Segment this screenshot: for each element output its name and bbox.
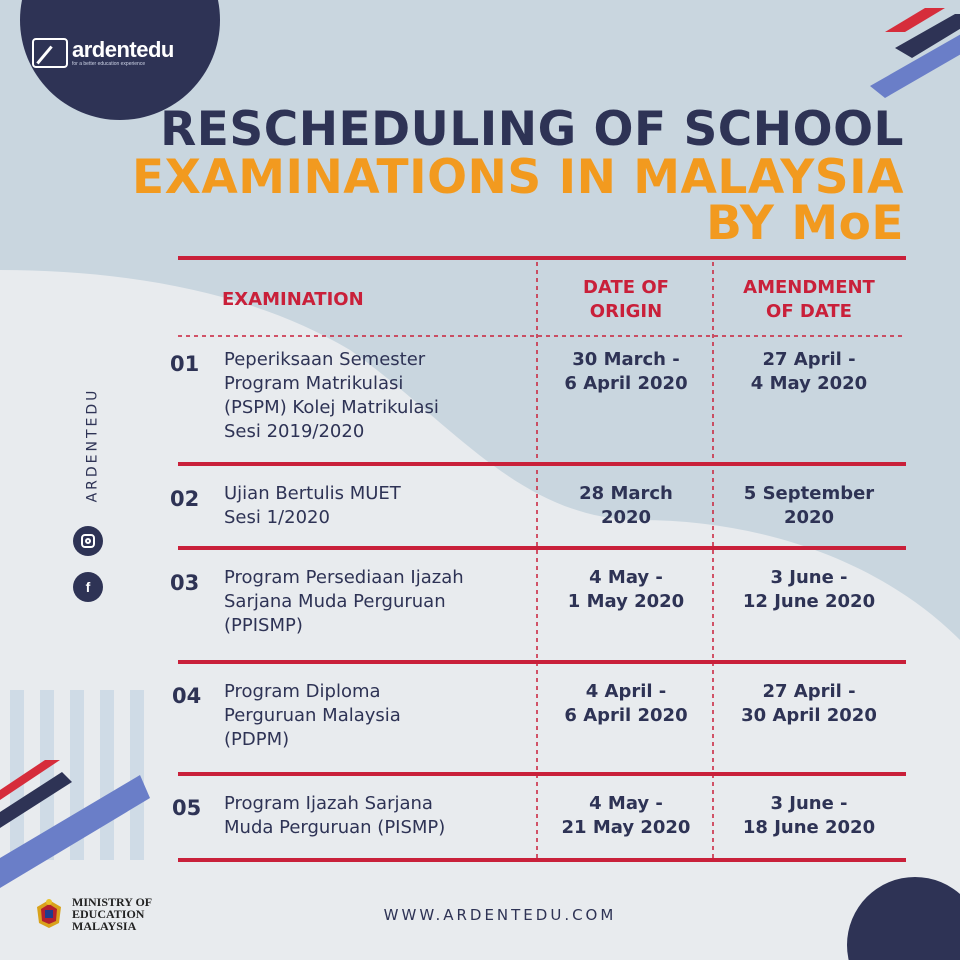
ministry-line1: MINISTRY OF <box>72 895 153 909</box>
facebook-button[interactable] <box>73 572 103 602</box>
exam-line: Ujian Bertulis MUET <box>224 483 401 504</box>
exam-line: (PSPM) Kolej Matrikulasi <box>224 397 439 418</box>
origin-date <box>540 348 712 396</box>
row-number: 04 <box>172 684 202 708</box>
exam-name <box>224 348 439 444</box>
exam-line: Peperiksaan Semester <box>224 349 426 370</box>
exam-line: Sesi 2019/2020 <box>224 421 365 442</box>
date-line: 1 May 2020 <box>567 591 685 612</box>
date-line: 18 June 2020 <box>742 817 876 838</box>
date-line: 4 May - <box>589 793 663 814</box>
exam-name <box>224 566 464 638</box>
date-line: 28 March <box>579 483 673 504</box>
date-line: 3 June - <box>770 567 848 588</box>
date-line: 2020 <box>783 507 835 528</box>
exam-name <box>224 792 445 840</box>
title-line-1: RESCHEDULING OF SCHOOL <box>160 102 904 157</box>
pencil-icon <box>32 38 68 68</box>
date-line: 5 September <box>743 483 875 504</box>
date-line: 30 March - <box>572 349 680 370</box>
exam-line: Program Ijazah Sarjana <box>224 793 433 814</box>
exam-line: Program Persediaan Ijazah <box>224 567 464 588</box>
header-origin-line2: ORIGIN <box>589 301 663 322</box>
exam-line: Sarjana Muda Perguruan <box>224 591 446 612</box>
logo-tagline: for a better education experience <box>72 61 146 67</box>
facebook-icon: f <box>85 579 91 595</box>
side-brand-text <box>80 385 104 505</box>
instagram-icon <box>81 534 95 548</box>
date-line: 21 May 2020 <box>561 817 691 838</box>
date-line: 6 April 2020 <box>564 705 688 726</box>
website-url[interactable]: WWW.ARDENTEDU.COM <box>383 906 617 924</box>
logo-name: ardentedu <box>72 37 174 62</box>
date-line: 12 June 2020 <box>742 591 876 612</box>
exam-name <box>224 482 401 530</box>
date-line: 27 April - <box>762 349 856 370</box>
exam-line: (PPISMP) <box>224 615 303 636</box>
exam-line: Program Matrikulasi <box>224 373 404 394</box>
origin-date <box>540 482 712 530</box>
origin-date <box>540 566 712 614</box>
title-line-2: EXAMINATIONS IN MALAYSIA <box>132 150 904 205</box>
exam-line: Sesi 1/2020 <box>224 507 330 528</box>
header-origin <box>540 276 712 324</box>
header-amend-line2: OF DATE <box>766 301 852 322</box>
row-number: 01 <box>170 352 200 376</box>
title-line-3: BY MoE <box>706 196 904 251</box>
side-brand-label: ARDENTEDU <box>84 387 101 503</box>
amended-date <box>716 792 902 840</box>
date-line: 6 April 2020 <box>564 373 688 394</box>
exam-line: (PDPM) <box>224 729 290 750</box>
amended-date <box>716 348 902 396</box>
date-line: 4 May - <box>589 567 663 588</box>
exam-name <box>224 680 401 752</box>
amended-date <box>716 566 902 614</box>
date-line: 30 April 2020 <box>741 705 877 726</box>
header-amendment <box>716 276 902 324</box>
ministry-line2: EDUCATION <box>72 907 145 921</box>
ministry-line3: MALAYSIA <box>72 919 137 933</box>
exam-line: Perguruan Malaysia <box>224 705 401 726</box>
row-number: 02 <box>170 487 200 511</box>
origin-date <box>540 680 712 728</box>
header-origin-line1: DATE OF <box>583 277 669 298</box>
amended-date <box>716 482 902 530</box>
ministry-logo <box>32 896 152 932</box>
header-amend-line1: AMENDMENT <box>743 277 875 298</box>
date-line: 4 May 2020 <box>750 373 868 394</box>
ardentedu-logo <box>32 38 174 68</box>
date-line: 27 April - <box>762 681 856 702</box>
exam-line: Program Diploma <box>224 681 381 702</box>
date-line: 2020 <box>600 507 652 528</box>
date-line: 3 June - <box>770 793 848 814</box>
amended-date <box>716 680 902 728</box>
origin-date <box>540 792 712 840</box>
row-number: 05 <box>172 796 202 820</box>
instagram-button[interactable] <box>73 526 103 556</box>
crest-icon <box>32 897 66 931</box>
row-number: 03 <box>170 571 200 595</box>
exam-line: Muda Perguruan (PISMP) <box>224 817 446 838</box>
date-line: 4 April - <box>585 681 667 702</box>
header-examination: EXAMINATION <box>222 289 364 310</box>
